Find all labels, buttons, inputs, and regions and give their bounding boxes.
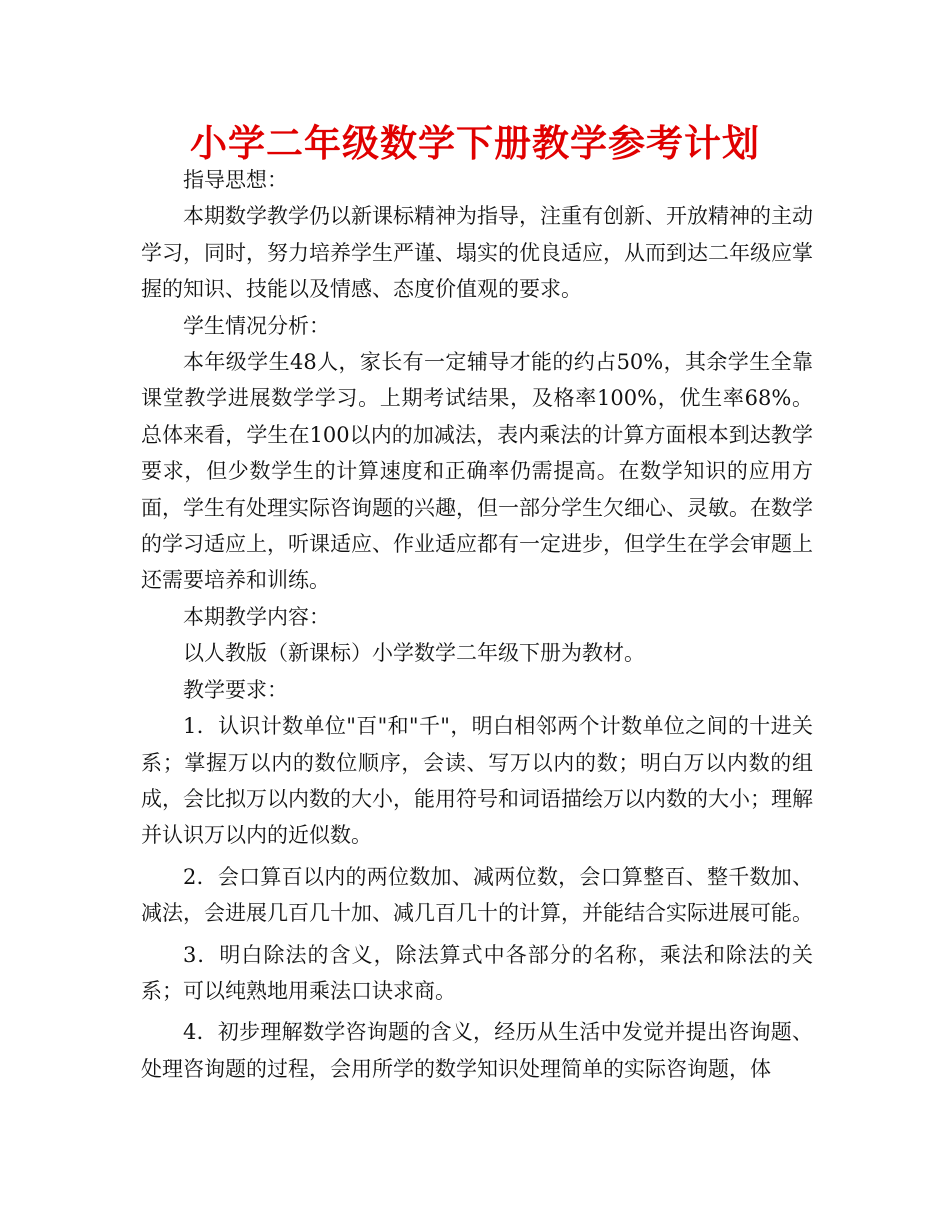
section-heading-teaching-requirements: 教学要求： xyxy=(183,677,288,702)
paragraph-guiding-ideology: 本期数学教学仍以新课标精神为指导，注重有创新、开放精神的主动学习，同时，努力培养学生严谨、塌实的优良适应，从而到达二年级应掌握的知识、技能以及情感、态度价值观的要求。 xyxy=(141,204,813,302)
section-heading-teaching-content: 本期教学内容： xyxy=(183,604,330,629)
requirement-item-3: 3．明白除法的含义，除法算式中各部分的名称，乘法和除法的关系；可以纯熟地用乘法口诀求商。 xyxy=(141,942,813,1003)
section-heading-guiding-ideology: 指导思想： xyxy=(183,168,288,192)
requirement-item-1: 1．认识计数单位"百"和"千"，明白相邻两个计数单位之间的十进关系；掌握万以内的数位顺序，会读、写万以内的数；明白万以内数的组成，会比拟万以内数的大小，能用符号和词语描绘万以内数的大小；理解并认识万以内的近似数。 xyxy=(141,714,813,848)
paragraph-teaching-content: 以人教版（新课标）小学数学二年级下册为教材。 xyxy=(183,641,645,666)
section-heading-student-analysis: 学生情况分析： xyxy=(183,313,330,338)
document-body xyxy=(141,162,813,1087)
requirement-item-4: 4．初步理解数学咨询题的含义，经历从生活中发觉并提出咨询题、处理咨询题的过程，会用所学的数学知识处理简单的实际咨询题，体 xyxy=(141,1020,813,1081)
requirement-item-2: 2．会口算百以内的两位数加、减两位数，会口算整百、整千数加、减法，会进展几百几十加、减几百几十的计算，并能结合实际进展可能。 xyxy=(141,864,813,926)
paragraph-student-analysis: 本年级学生48人，家长有一定辅导才能的约占50%，其余学生全靠课堂教学进展数学学习。上期考试结果，及格率100%，优生率68%。总体来看，学生在100以内的加减法，表内乘法的计算方面根本到达教学要求，但少数学生的计算速度和正确率仍需提高。在数学知识的应用方面，学生有处理实际咨询题的兴趣，但一部分学生欠细心、灵敏。在数学的学习适应上，听课适应、作业适应都有一定进步，但学生在学会审题上还需要培养和训练。 xyxy=(141,350,813,593)
document-title: 小学二年级数学下册教学参考计划 xyxy=(190,122,760,165)
